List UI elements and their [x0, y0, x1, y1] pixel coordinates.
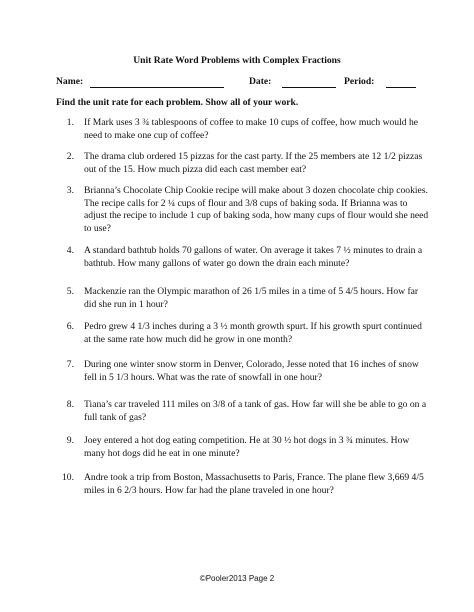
- problem-number: 1.: [66, 117, 74, 128]
- problem-text: If Mark uses 3 ¾ tablespoons of coffee to make 10 cups of coffee, how much would he need to make one cup of coffee?: [84, 117, 419, 141]
- date-label: Date:: [249, 76, 272, 87]
- problem-number: 8.: [66, 399, 74, 410]
- problem-text: Pedro grew 4 1/3 inches during a 3 ½ month growth spurt. If his growth spurt continued at the same rate how much did he grow in one month?: [84, 321, 422, 345]
- problem-number: 10.: [62, 472, 74, 483]
- instructions: Find the unit rate for each problem. Show all of your work.: [56, 97, 299, 108]
- problem-text: Brianna’s Chocolate Chip Cookie recipe will make about 3 dozen chocolate chip cookies. The recipe calls for 2 ¼ cups of flour and 3/8 cups of baking soda. If Brianna was to adjust the recipe to include 1 cup of baking soda, how many cups of flour would she need to use?: [84, 185, 429, 234]
- problem-number: 4.: [66, 245, 74, 256]
- problem-number: 5.: [66, 286, 74, 297]
- problem-text: A standard bathtub holds 70 gallons of water. On average it takes 7 ½ minutes to drain a bathtub. How many gallons of water go down the drain each minute?: [84, 245, 423, 269]
- problem-text: The drama club ordered 15 pizzas for the cast party. If the 25 members ate 12 1/2 pizzas out of the 15. How much pizza did each cast member eat?: [84, 151, 423, 175]
- name-label: Name:: [56, 76, 84, 87]
- problem-number: 3.: [66, 185, 74, 196]
- page-footer: ©Pooler2013 Page 2: [199, 574, 275, 583]
- problem-text: During one winter snow storm in Denver, Colorado, Jesse noted that 16 inches of snow fell in 5 1/3 hours. What was the rate of snowfall in one hour?: [84, 359, 419, 383]
- header-fields: [56, 76, 416, 90]
- problem-number: 9.: [66, 435, 74, 446]
- problem-text: Joey entered a hot dog eating competition. He at 30 ½ hot dogs in 3 ¾ minutes. How many hot dogs did he eat in one minute?: [84, 435, 410, 459]
- problem-number: 2.: [66, 151, 74, 162]
- problem-number: 6.: [66, 321, 74, 332]
- worksheet-title: Unit Rate Word Problems with Complex Fractions: [133, 55, 341, 66]
- problem-text: Andre took a trip from Boston, Massachusetts to Paris, France. The plane flew 3,669 4/5 miles in 6 2/3 hours. How far had the plane traveled in one hour?: [84, 472, 424, 496]
- period-label: Period:: [344, 76, 375, 87]
- date-field[interactable]: [282, 87, 336, 88]
- problem-text: Tiana’s car traveled 111 miles on 3/8 of a tank of gas. How far will she be able to go on a full tank of gas?: [84, 399, 427, 423]
- problem-number: 7.: [66, 359, 74, 370]
- period-field[interactable]: [386, 87, 416, 88]
- problem-text: Mackenzie ran the Olympic marathon of 26 1/5 miles in a time of 5 4/5 hours. How far did she run in 1 hour?: [84, 286, 419, 310]
- name-field[interactable]: [90, 87, 224, 88]
